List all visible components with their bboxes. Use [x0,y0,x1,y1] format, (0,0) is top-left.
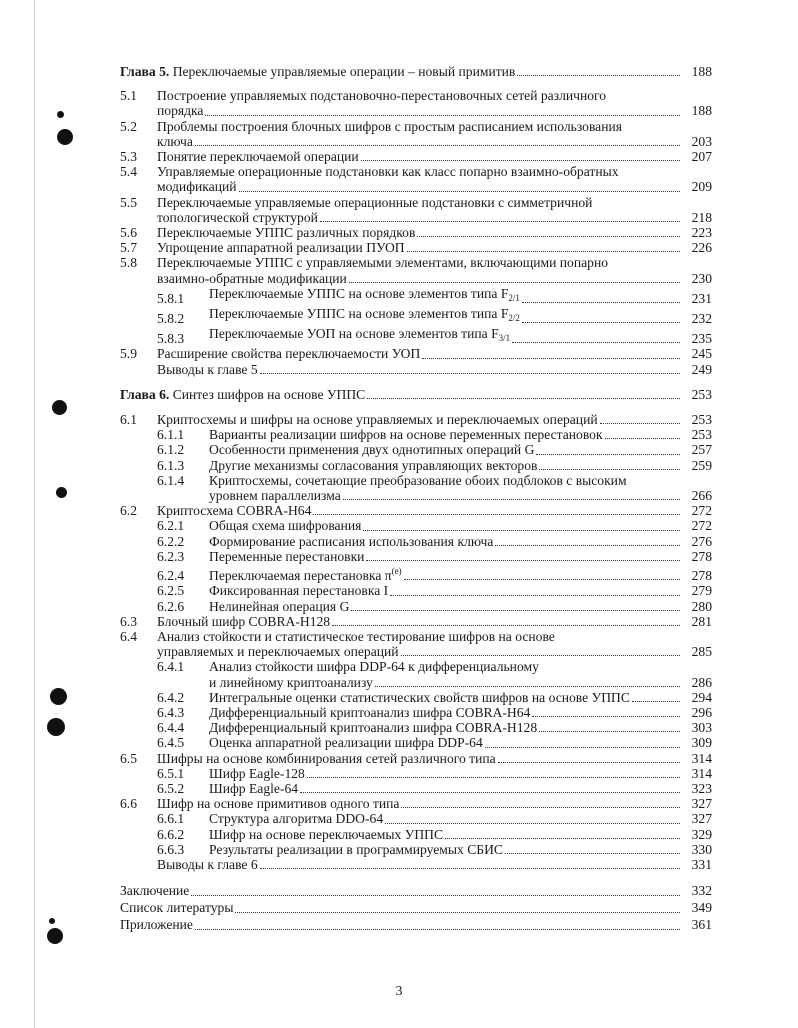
scan-edge-line [34,0,35,1028]
toc-entry-5-2[interactable] [120,119,712,149]
section-title: Выводы к главе 6 [157,856,258,872]
section-number: 6.2.5 [157,583,185,599]
page-number: 296 [691,704,712,720]
section-title: Переменные перестановки [209,548,365,564]
section-title: Криптосхемы и шифры на основе управляемых и переключаемых операций [157,412,598,428]
section-title: Результаты реализации в программируемых СБИС [209,841,503,857]
page-number: 272 [691,503,712,519]
section-title: Другие механизмы согласования управляющих векторов [209,457,538,473]
page-number: 223 [691,225,712,241]
section-number: 6.2.3 [157,548,185,564]
section-number: 6.1.3 [157,457,185,473]
toc-entry-5-4[interactable] [120,164,712,194]
section-number: 6.6.1 [157,811,185,827]
toc-entry-5-6[interactable] [120,225,712,240]
table-of-contents [120,64,712,933]
page-number: 279 [691,583,712,599]
section-number: 6.2.6 [157,598,185,614]
page-number: 280 [691,598,712,614]
toc-entry-6-2-6[interactable] [120,599,712,614]
footer-page-number: 3 [395,984,403,999]
page-number: 235 [691,331,712,347]
punch-hole [50,688,67,705]
toc-entry-6-6-3[interactable] [120,842,712,857]
section-number: 6.1.1 [157,427,185,443]
subscript: 3/1 [498,333,511,344]
page-number: 281 [691,613,712,629]
toc-entry-6-2-3[interactable] [120,549,712,564]
toc-entry-6-5[interactable] [120,751,712,766]
page-number: 330 [691,841,712,857]
page-number: 245 [691,346,712,362]
subscript: 2/1 [508,292,520,303]
toc-entry-conclusions-6[interactable] [120,857,712,872]
section-number: 6.2.4 [157,568,185,584]
toc-entry-6-1-2[interactable] [120,442,712,457]
section-title: Особенности применения двух однотипных операций G [209,442,535,458]
toc-entry-6-4-4[interactable] [120,720,712,735]
section-title: Блочный шифр COBRA-H128 [157,613,331,629]
toc-entry-5-5[interactable] [120,195,712,225]
page-number: 327 [691,811,712,827]
toc-entry-6-2[interactable] [120,503,712,518]
section-number: 5.5 [120,194,137,210]
page-number: 257 [691,442,712,458]
chapter-title: Переключаемые управляемые операции – новый примитив [172,64,516,79]
page-number: 249 [691,361,712,377]
section-title: Переключаемые УОП на основе элементов типа F [209,326,499,342]
section-number: 6.4.3 [157,704,185,720]
chapter-6-heading[interactable] [120,387,712,402]
section-title: Управляемые операционные подстановки как класс попарно взаимно-обратных [157,164,619,180]
toc-entry-5-9[interactable] [120,346,712,361]
punch-hole [47,928,63,944]
section-title-cont: уровнем параллелизма [209,488,341,504]
toc-entry-appendix[interactable] [120,916,712,933]
section-title-cont: взаимно-обратные модификации [157,270,347,286]
section-title: Заключение [120,883,190,899]
page-number: 331 [691,856,712,872]
section-title: Выводы к главе 5 [157,361,258,377]
page-number: 218 [691,209,712,225]
page-number: 314 [691,750,712,766]
section-title-cont: топологической структурой [157,209,318,225]
page-number: 285 [691,644,712,660]
section-title: Переключаемые УППС с управляемыми элементами, включающими попарно [157,255,609,271]
punch-hole [49,918,55,924]
toc-entry-5-8-2[interactable] [120,306,712,326]
section-title-cont: порядка [157,103,204,119]
page-number: 314 [691,765,712,781]
page-number: 309 [691,735,712,751]
toc-entry-6-5-2[interactable] [120,781,712,796]
section-title: Дифференциальный криптоанализ шифра COBRA-H64 [209,704,531,720]
punch-hole [47,718,65,736]
section-title: Шифры на основе комбинирования сетей различного типа [157,750,496,766]
toc-entry-5-7[interactable] [120,240,712,255]
page-number: 361 [691,917,712,933]
page-number: 232 [691,311,712,327]
section-title: Криптосхема COBRA-H64 [157,503,312,519]
section-number: 5.6 [120,225,137,241]
section-title: Список литературы [120,900,234,916]
section-title: Упрощение аппаратной реализации ПУОП [157,240,405,256]
page-number: 349 [691,900,712,916]
section-number: 6.4.5 [157,735,185,751]
section-number: 6.2.2 [157,533,185,549]
toc-entry-conclusion[interactable] [120,882,712,899]
section-title: Нелинейная операция G [209,598,350,614]
section-number: 5.3 [120,149,137,165]
section-number: 6.6 [120,796,137,812]
section-number: 5.8.1 [157,290,185,306]
toc-entry-6-2-5[interactable] [120,583,712,598]
section-title: Структура алгоритма DDO-64 [209,811,384,827]
toc-entry-6-2-2[interactable] [120,534,712,549]
toc-entry-5-8-3[interactable] [120,326,712,346]
section-title: Варианты реализации шифров на основе переменных перестановок [209,427,603,443]
page-number: 327 [691,796,712,812]
section-number: 6.2 [120,503,137,519]
section-number: 6.5.2 [157,780,185,796]
page-number: 209 [691,179,712,195]
toc-entry-6-6-2[interactable] [120,827,712,842]
section-title: Переключаемые УППС различных порядков [157,225,416,241]
toc-entry-6-4[interactable] [120,629,712,659]
section-title: Шифр на основе переключаемых УППС [209,826,444,842]
page-number: 259 [691,457,712,473]
section-title: Построение управляемых подстановочно-перестановочных сетей различного [157,88,607,104]
section-number: 6.5 [120,750,137,766]
section-title-cont: модификаций [157,179,237,195]
toc-entry-6-1[interactable] [120,412,712,427]
toc-entry-6-2-4[interactable] [120,564,712,583]
page-number: 276 [691,533,712,549]
page-number: 323 [691,780,712,796]
toc-entry-5-3[interactable] [120,149,712,164]
page-number: 294 [691,689,712,705]
toc-entry-6-2-1[interactable] [120,518,712,533]
chapter-label: Глава 5. [120,64,170,79]
section-number: 5.8.3 [157,331,185,347]
page-number: 231 [691,290,712,306]
section-number: 6.4.2 [157,689,185,705]
section-number: 5.7 [120,240,137,256]
section-number: 6.4.1 [157,659,185,675]
page-number: 188 [691,64,712,79]
chapter-label: Глава 6. [120,386,170,402]
section-title: Приложение [120,917,193,933]
page-number: 329 [691,826,712,842]
section-number: 6.1.4 [157,472,185,488]
section-title: Криптосхемы, сочетающие преобразование обоих подблоков с высоким [209,472,627,488]
page-number: 303 [691,720,712,736]
section-title: Шифр на основе примитивов одного типа [157,796,400,812]
page-number: 332 [691,883,712,899]
page-number: 253 [691,427,712,443]
section-number: 6.4 [120,628,137,644]
page-number: 253 [691,412,712,428]
section-number: 6.5.1 [157,765,185,781]
toc-entry-conclusions-5[interactable] [120,362,712,377]
section-number: 6.3 [120,613,137,629]
page-number: 226 [691,240,712,256]
page-number: 286 [691,674,712,690]
toc-entry-6-4-3[interactable] [120,705,712,720]
subscript: 2/2 [508,313,520,324]
page-number: 266 [691,488,712,504]
section-title: Переключаемая перестановка π [209,568,392,584]
punch-hole [52,400,67,415]
section-title: Интегральные оценки статистических свойств шифров на основе УППС [209,689,630,705]
toc-entry-6-3[interactable] [120,614,712,629]
section-title: Анализ стойкости и статистическое тестирование шифров на основе [157,628,555,644]
punch-hole [57,129,73,145]
section-title: Шифр Eagle-128 [209,765,305,781]
section-number: 5.9 [120,346,137,362]
section-title: Понятие переключаемой операции [157,149,359,165]
section-number: 5.4 [120,164,137,180]
toc-entry-6-4-1[interactable] [120,659,712,689]
section-title: Формирование расписания использования ключа [209,533,494,549]
toc-entry-references[interactable] [120,899,712,916]
superscript: (e) [391,566,402,577]
toc-entry-6-5-1[interactable] [120,766,712,781]
section-number: 6.1.2 [157,442,185,458]
page-number: 230 [691,270,712,286]
section-number: 6.6.2 [157,826,185,842]
section-number: 5.1 [120,88,137,104]
section-title: Фиксированная перестановка I [209,583,389,599]
toc-entry-6-4-5[interactable] [120,735,712,750]
punch-hole [56,487,67,498]
section-number: 6.4.4 [157,720,185,736]
section-title-cont: и линейному криптоанализу [209,674,373,690]
section-number: 6.2.1 [157,518,185,534]
chapter-5-heading[interactable] [120,64,712,79]
section-title: Общая схема шифрования [209,518,362,534]
section-title-cont: ключа [157,133,193,149]
page-number: 203 [691,133,712,149]
toc-entry-6-1-3[interactable] [120,458,712,473]
toc-entry-5-8-1[interactable] [120,286,712,306]
section-title: Переключаемые УППС на основе элементов типа F [209,306,509,322]
page-number: 253 [691,386,712,402]
section-title: Дифференциальный криптоанализ шифра COBRA-H128 [209,720,538,736]
toc-entry-6-6-1[interactable] [120,811,712,826]
chapter-title: Синтез шифров на основе УППС [172,386,366,402]
page-number: 272 [691,518,712,534]
section-number: 5.8 [120,255,137,271]
toc-entry-5-8[interactable] [120,255,712,285]
section-title: Расширение свойства переключаемости УОП [157,346,421,362]
page-number: 278 [691,548,712,564]
section-title: Оценка аппаратной реализации шифра DDP-64 [209,735,483,751]
page-number: 188 [691,103,712,119]
toc-entry-6-6[interactable] [120,796,712,811]
page-number: 278 [691,568,712,584]
section-title: Переключаемые УППС на основе элементов типа F [209,285,509,301]
section-title: Анализ стойкости шифра DDP-64 к дифференциальному [209,659,539,675]
toc-entry-6-1-1[interactable] [120,427,712,442]
section-title: Переключаемые управляемые операционные подстановки с симметричной [157,194,593,210]
section-title: Шифр Eagle-64 [209,780,299,796]
toc-entry-6-4-2[interactable] [120,690,712,705]
section-number: 6.1 [120,412,137,428]
section-number: 5.2 [120,118,137,134]
toc-entry-5-1[interactable] [120,88,712,118]
section-title: Проблемы построения блочных шифров с простым расписанием использования [157,118,623,134]
section-number: 6.6.3 [157,841,185,857]
punch-hole [57,111,64,118]
toc-entry-6-1-4[interactable] [120,473,712,503]
section-number: 5.8.2 [157,311,185,327]
page-number: 207 [691,149,712,165]
section-title-cont: управляемых и переключаемых операций [157,644,399,660]
